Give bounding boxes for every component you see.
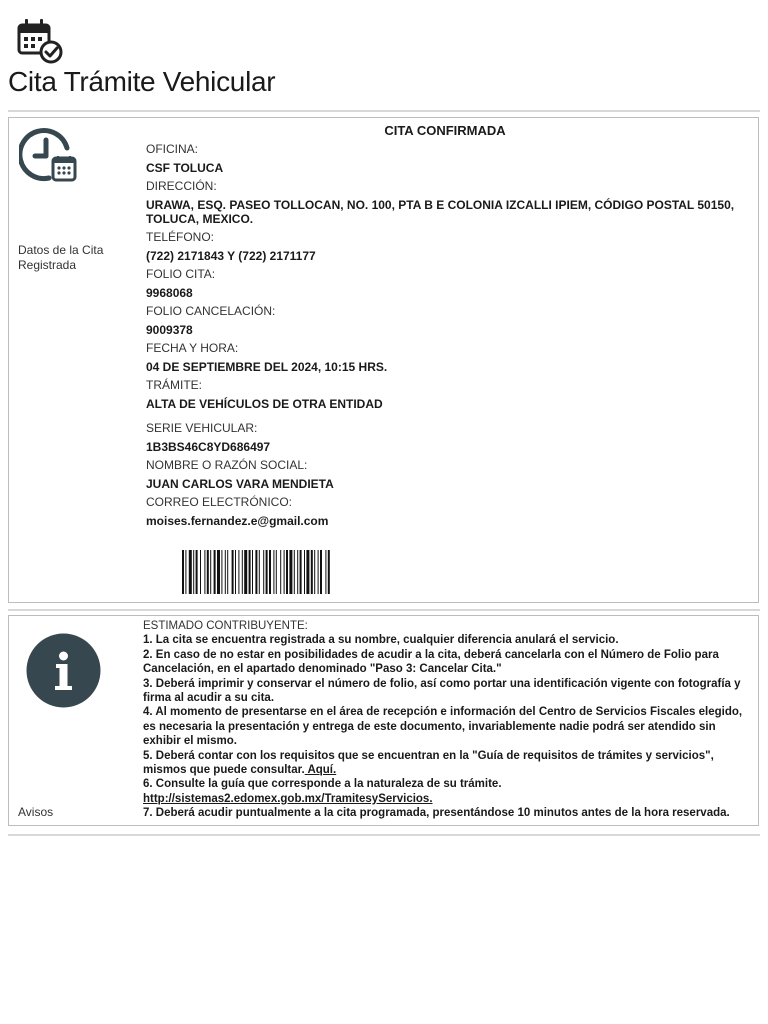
section-label-avisos: Avisos bbox=[18, 805, 54, 819]
notices-panel bbox=[8, 615, 759, 826]
phone-value: (722) 2171843 Y (722) 2171177 bbox=[146, 249, 316, 263]
divider bbox=[8, 609, 760, 611]
appointment-panel bbox=[8, 117, 759, 603]
folio-value: 9968068 bbox=[146, 286, 193, 300]
tramites-link[interactable]: http://sistemas2.edomex.gob.mx/TramitesyServicios. bbox=[143, 792, 433, 805]
address-value: URAWA, ESQ. PASEO TOLLOCAN, NO. 100, PTA B E COLONIA IZCALLI IPIEM, CÓDIGO POSTAL 50150, TOLUCA, MEXICO. bbox=[146, 198, 735, 226]
page-title: Cita Trámite Vehicular bbox=[8, 66, 276, 97]
aqui-link[interactable]: Aquí. bbox=[304, 764, 337, 777]
notice-item-3: 3. Deberá imprimir y conservar el número de folio, así como portar una identificación vigente con fotografía y firma al acudir a su cita. bbox=[143, 677, 741, 705]
appointment-details bbox=[146, 118, 744, 528]
notice-item-6: 6. Consulte la guía que corresponde a la naturaleza de su trámite. bbox=[143, 778, 502, 791]
confirmation-heading: CITA CONFIRMADA bbox=[384, 123, 506, 138]
divider bbox=[8, 834, 760, 836]
email-value: moises.fernandez.e@gmail.com bbox=[146, 514, 329, 528]
barcode-image bbox=[182, 550, 394, 594]
section-label-datos: Datos de la Cita Registrada bbox=[18, 243, 104, 272]
phone-label: TELÉFONO: bbox=[146, 230, 215, 244]
office-value: CSF TOLUCA bbox=[146, 161, 224, 175]
notice-item-2: 2. En caso de no estar en posibilidades de acudir a la cita, deberá cancelarla con el Número de Folio para Cancelación, en el apartado denominado "Paso 3: Cancelar Cita." bbox=[143, 648, 719, 676]
procedure-value: ALTA DE VEHÍCULOS DE OTRA ENTIDAD bbox=[146, 397, 383, 411]
notice-title: ESTIMADO CONTRIBUYENTE: bbox=[143, 620, 308, 632]
folio-label: FOLIO CITA: bbox=[146, 267, 216, 281]
clock-calendar-icon bbox=[19, 126, 77, 184]
office-label: OFICINA: bbox=[146, 142, 199, 156]
datetime-value: 04 DE SEPTIEMBRE DEL 2024, 10:15 HRS. bbox=[146, 360, 388, 374]
procedure-label: TRÁMITE: bbox=[146, 378, 202, 392]
info-icon bbox=[26, 633, 101, 708]
notice-item-5-text: 5. Deberá contar con los requisitos que se encuentran en la "Guía de requisitos de trámites y servicios", mismos que puede consultar. bbox=[143, 749, 714, 777]
cancel-folio-label: FOLIO CANCELACIÓN: bbox=[146, 304, 276, 318]
calendar-check-icon bbox=[16, 16, 64, 64]
address-label: DIRECCIÓN: bbox=[146, 179, 217, 193]
vin-label: SERIE VEHICULAR: bbox=[146, 421, 258, 435]
notice-item-7: 7. Deberá acudir puntualmente a la cita programada, presentándose 10 minutos antes de la hora reservada. bbox=[143, 807, 730, 820]
notice-item-4: 4. Al momento de presentarse en el área de recepción e información del Centro de Servicios Fiscales elegido, es necesaria la presentación y entrega de este documento, invariablemente nadie podrá ser atendido sin exhibir el mismo. bbox=[143, 706, 743, 748]
cancel-folio-value: 9009378 bbox=[146, 323, 193, 337]
divider bbox=[8, 110, 760, 112]
name-value: JUAN CARLOS VARA MENDIETA bbox=[146, 477, 334, 491]
notice-item-5 bbox=[143, 749, 746, 778]
notice-item-1: 1. La cita se encuentra registrada a su nombre, cualquier diferencia anulará el servicio. bbox=[143, 634, 619, 647]
email-label: CORREO ELECTRÓNICO: bbox=[146, 495, 293, 509]
vin-value: 1B3BS46C8YD686497 bbox=[146, 440, 271, 454]
datetime-label: FECHA Y HORA: bbox=[146, 341, 239, 355]
notices-text bbox=[143, 619, 746, 821]
name-label: NOMBRE O RAZÓN SOCIAL: bbox=[146, 458, 308, 472]
